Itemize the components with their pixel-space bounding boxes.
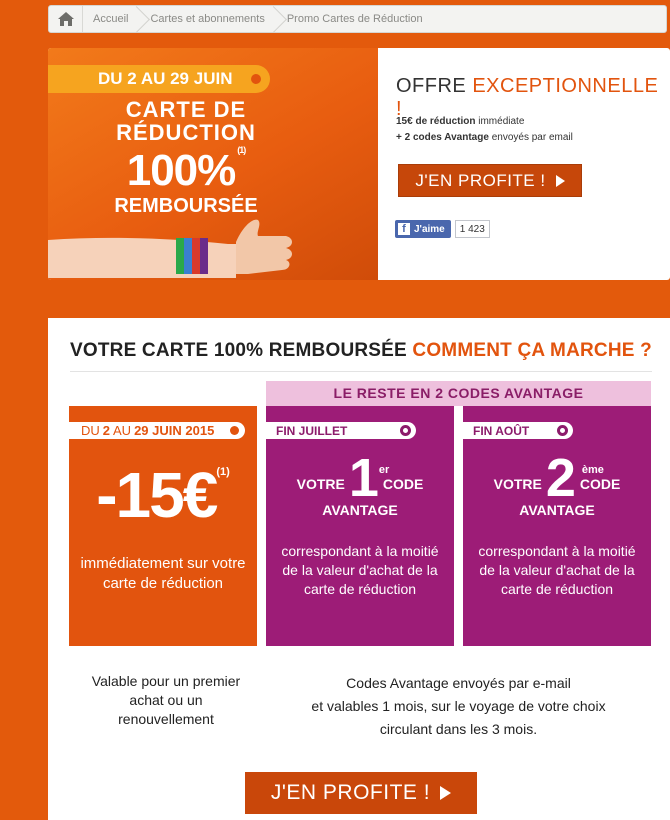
discount-amount-value: -15€ bbox=[96, 459, 217, 531]
discount-description: immédiatement sur votre carte de réduction bbox=[80, 555, 246, 592]
facebook-like-button[interactable] bbox=[395, 220, 451, 238]
first-code-pill-label: FIN JUILLET bbox=[276, 423, 348, 438]
facebook-like-count: 1 423 bbox=[455, 220, 490, 238]
offer-line-1-bold: 15€ de réduction bbox=[396, 116, 476, 127]
breadcrumb-accueil[interactable]: Accueil bbox=[83, 6, 140, 32]
validity-line-1: Codes Avantage envoyés par e-mail bbox=[346, 675, 571, 691]
thumbs-up-illustration bbox=[48, 218, 298, 280]
promo-percent-note: (1) bbox=[237, 145, 246, 156]
first-code-votre: VOTRE bbox=[296, 476, 345, 492]
offer-title-prefix: OFFRE bbox=[396, 75, 467, 97]
validity-note-left: Valable pour un premier achat ou un renouvellement bbox=[91, 673, 241, 727]
discount-amount bbox=[69, 458, 257, 532]
codes-avantage-band: LE RESTE EN 2 CODES AVANTAGE bbox=[266, 381, 651, 406]
second-code-avantage: AVANTAGE bbox=[519, 502, 595, 518]
divider bbox=[70, 371, 652, 372]
promo-banner bbox=[48, 48, 670, 280]
orange-pill-mid: AU bbox=[113, 423, 132, 438]
second-code-sup: ème bbox=[581, 464, 604, 476]
promo-title-percent bbox=[96, 146, 276, 194]
orange-pill-dot bbox=[230, 426, 239, 435]
facebook-like-label: J'aime bbox=[414, 223, 445, 235]
facebook-icon: f bbox=[398, 223, 410, 235]
second-code-votre: VOTRE bbox=[493, 476, 542, 492]
first-code-pill-ring bbox=[400, 425, 411, 436]
validity-line-3: circulant dans les 3 mois. bbox=[379, 721, 538, 737]
panel-title bbox=[70, 340, 652, 362]
promo-title-line2: RÉDUCTION bbox=[116, 120, 256, 146]
offer-line-1 bbox=[396, 116, 524, 127]
panel-title-highlight: COMMENT ÇA MARCHE ? bbox=[412, 340, 652, 361]
first-code-number bbox=[348, 448, 390, 508]
first-code-number-value: 1 bbox=[348, 448, 379, 508]
offer-title bbox=[396, 75, 670, 121]
how-it-works-panel bbox=[48, 318, 670, 820]
first-code-code: CODE bbox=[382, 476, 424, 492]
second-code-description: correspondant à la moitié de la valeur d'achat de la carte de réduction bbox=[478, 543, 636, 597]
second-code-code: CODE bbox=[579, 476, 621, 492]
first-code-sup: er bbox=[378, 464, 390, 476]
orange-pill-bold2: 29 JUIN 2015 bbox=[134, 423, 215, 438]
first-code-row bbox=[266, 448, 454, 508]
home-icon-svg bbox=[57, 11, 75, 27]
offer-line-2 bbox=[396, 132, 573, 143]
promo-percent-value: 100% bbox=[126, 146, 236, 196]
facebook-like bbox=[395, 220, 490, 238]
second-code-row bbox=[463, 448, 651, 508]
breadcrumb-current: Promo Cartes de Réduction bbox=[286, 13, 423, 25]
first-code-heading bbox=[266, 448, 454, 518]
play-arrow-icon bbox=[556, 175, 565, 187]
panel-title-prefix: VOTRE CARTE 100% REMBOURSÉE bbox=[70, 340, 407, 361]
orange-date-pill bbox=[69, 422, 245, 439]
promo-title-line1: CARTE DE bbox=[125, 97, 247, 122]
first-code-description: correspondant à la moitié de la valeur d'achat de la carte de réduction bbox=[281, 543, 439, 597]
orange-pill-bold1: 2 bbox=[102, 423, 111, 438]
jen-profite-button-top[interactable] bbox=[398, 164, 582, 197]
promo-title bbox=[96, 98, 276, 217]
promo-title-line4: REMBOURSÉE bbox=[114, 195, 258, 218]
play-arrow-icon bbox=[440, 786, 451, 800]
breadcrumb-cartes[interactable]: Cartes et abonnements bbox=[140, 6, 276, 32]
home-icon[interactable] bbox=[49, 6, 83, 32]
offer-line-2-rest: envoyés par email bbox=[491, 132, 573, 143]
offer-title-highlight: EXCEPTIONNELLE ! bbox=[396, 75, 659, 120]
second-code-pill bbox=[463, 422, 573, 439]
second-code-pill-ring bbox=[557, 425, 568, 436]
jen-profite-button-bottom[interactable] bbox=[245, 772, 477, 814]
promo-visual bbox=[48, 48, 378, 280]
offer-line-1-rest: immédiate bbox=[478, 116, 525, 127]
second-code-heading bbox=[463, 448, 651, 518]
date-badge-dot bbox=[251, 74, 261, 84]
first-code-pill bbox=[266, 422, 416, 439]
offer-line-2-bold: + 2 codes Avantage bbox=[396, 132, 489, 143]
validity-note-right bbox=[266, 672, 651, 741]
first-code-avantage: AVANTAGE bbox=[322, 502, 398, 518]
jen-profite-label-top: J'EN PROFITE ! bbox=[415, 170, 546, 190]
orange-pill-pre: DU bbox=[81, 423, 100, 438]
jen-profite-label-bottom: J'EN PROFITE ! bbox=[270, 781, 431, 804]
second-code-card bbox=[463, 406, 651, 646]
date-badge bbox=[48, 65, 270, 93]
validity-line-2: et valables 1 mois, sur le voyage de votre choix bbox=[311, 698, 606, 714]
second-code-number-value: 2 bbox=[545, 448, 576, 508]
date-badge-text: DU 2 AU 29 JUIN bbox=[98, 69, 233, 88]
breadcrumb bbox=[48, 5, 667, 33]
immediate-discount-card bbox=[69, 406, 257, 646]
first-code-card bbox=[266, 406, 454, 646]
discount-amount-note: (1) bbox=[216, 466, 230, 478]
second-code-pill-label: FIN AOÛT bbox=[473, 423, 530, 438]
